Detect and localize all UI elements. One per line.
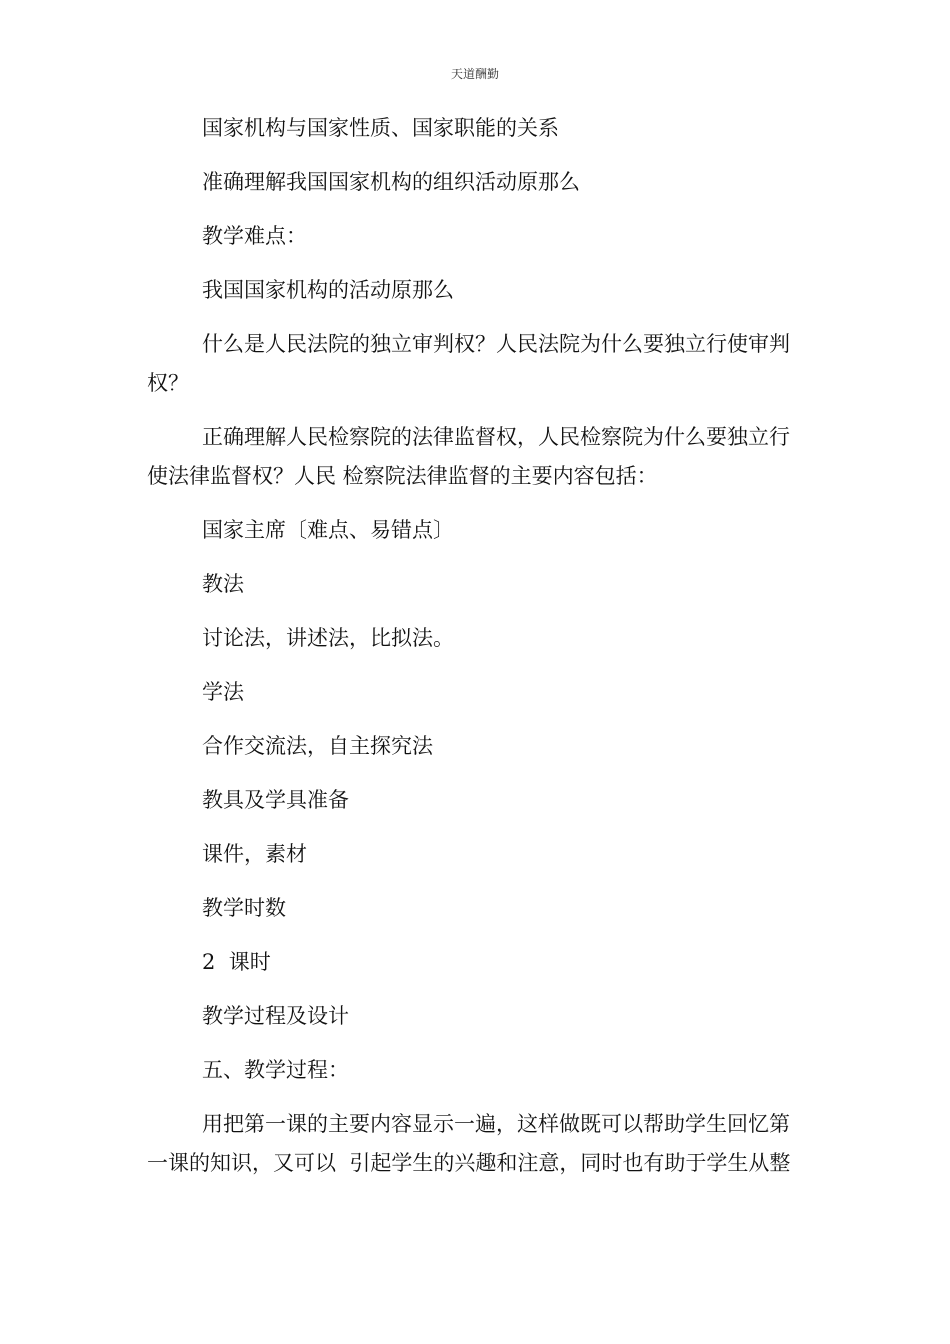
paragraph-line: 教法 <box>202 572 244 596</box>
paragraph-line: 国家机构与国家性质、国家职能的关系 <box>202 116 559 140</box>
paragraph-line: 用把第一课的主要内容显示一遍，这样做既可以帮助学生回忆第 <box>202 1112 790 1136</box>
paragraph-line: 2 课时 <box>202 950 271 974</box>
paragraph-line: 一课的知识，又可以 引起学生的兴趣和注意，同时也有助于学生从整 <box>147 1151 791 1175</box>
paragraph-line: 课件，素材 <box>202 842 307 866</box>
paragraph-line: 国家主席〔难点、易错点〕 <box>202 518 454 542</box>
paragraph-line: 合作交流法，自主探究法 <box>202 734 433 758</box>
paragraph-line: 正确理解人民检察院的法律监督权，人民检察院为什么要独立行 <box>202 425 790 449</box>
page-header: 天道酬勤 <box>450 67 499 81</box>
paragraph-line: 教具及学具准备 <box>202 788 349 812</box>
paragraph-line: 学法 <box>202 680 244 704</box>
paragraph-line: 准确理解我国国家机构的组织活动原那么 <box>202 170 580 194</box>
paragraph-line: 教学时数 <box>202 896 286 920</box>
paragraph-line: 使法律监督权？人民 检察院法律监督的主要内容包括： <box>147 464 658 488</box>
paragraph-line: 权？ <box>147 371 189 395</box>
paragraph-line: 讨论法，讲述法，比拟法。 <box>202 626 454 650</box>
paragraph-line: 五、教学过程： <box>202 1058 349 1082</box>
paragraph-line: 教学过程及设计 <box>202 1004 349 1028</box>
paragraph-line: 我国国家机构的活动原那么 <box>202 278 454 302</box>
paragraph-line: 教学难点： <box>202 224 307 248</box>
paragraph-line: 什么是人民法院的独立审判权？人民法院为什么要独立行使审判 <box>202 332 790 356</box>
